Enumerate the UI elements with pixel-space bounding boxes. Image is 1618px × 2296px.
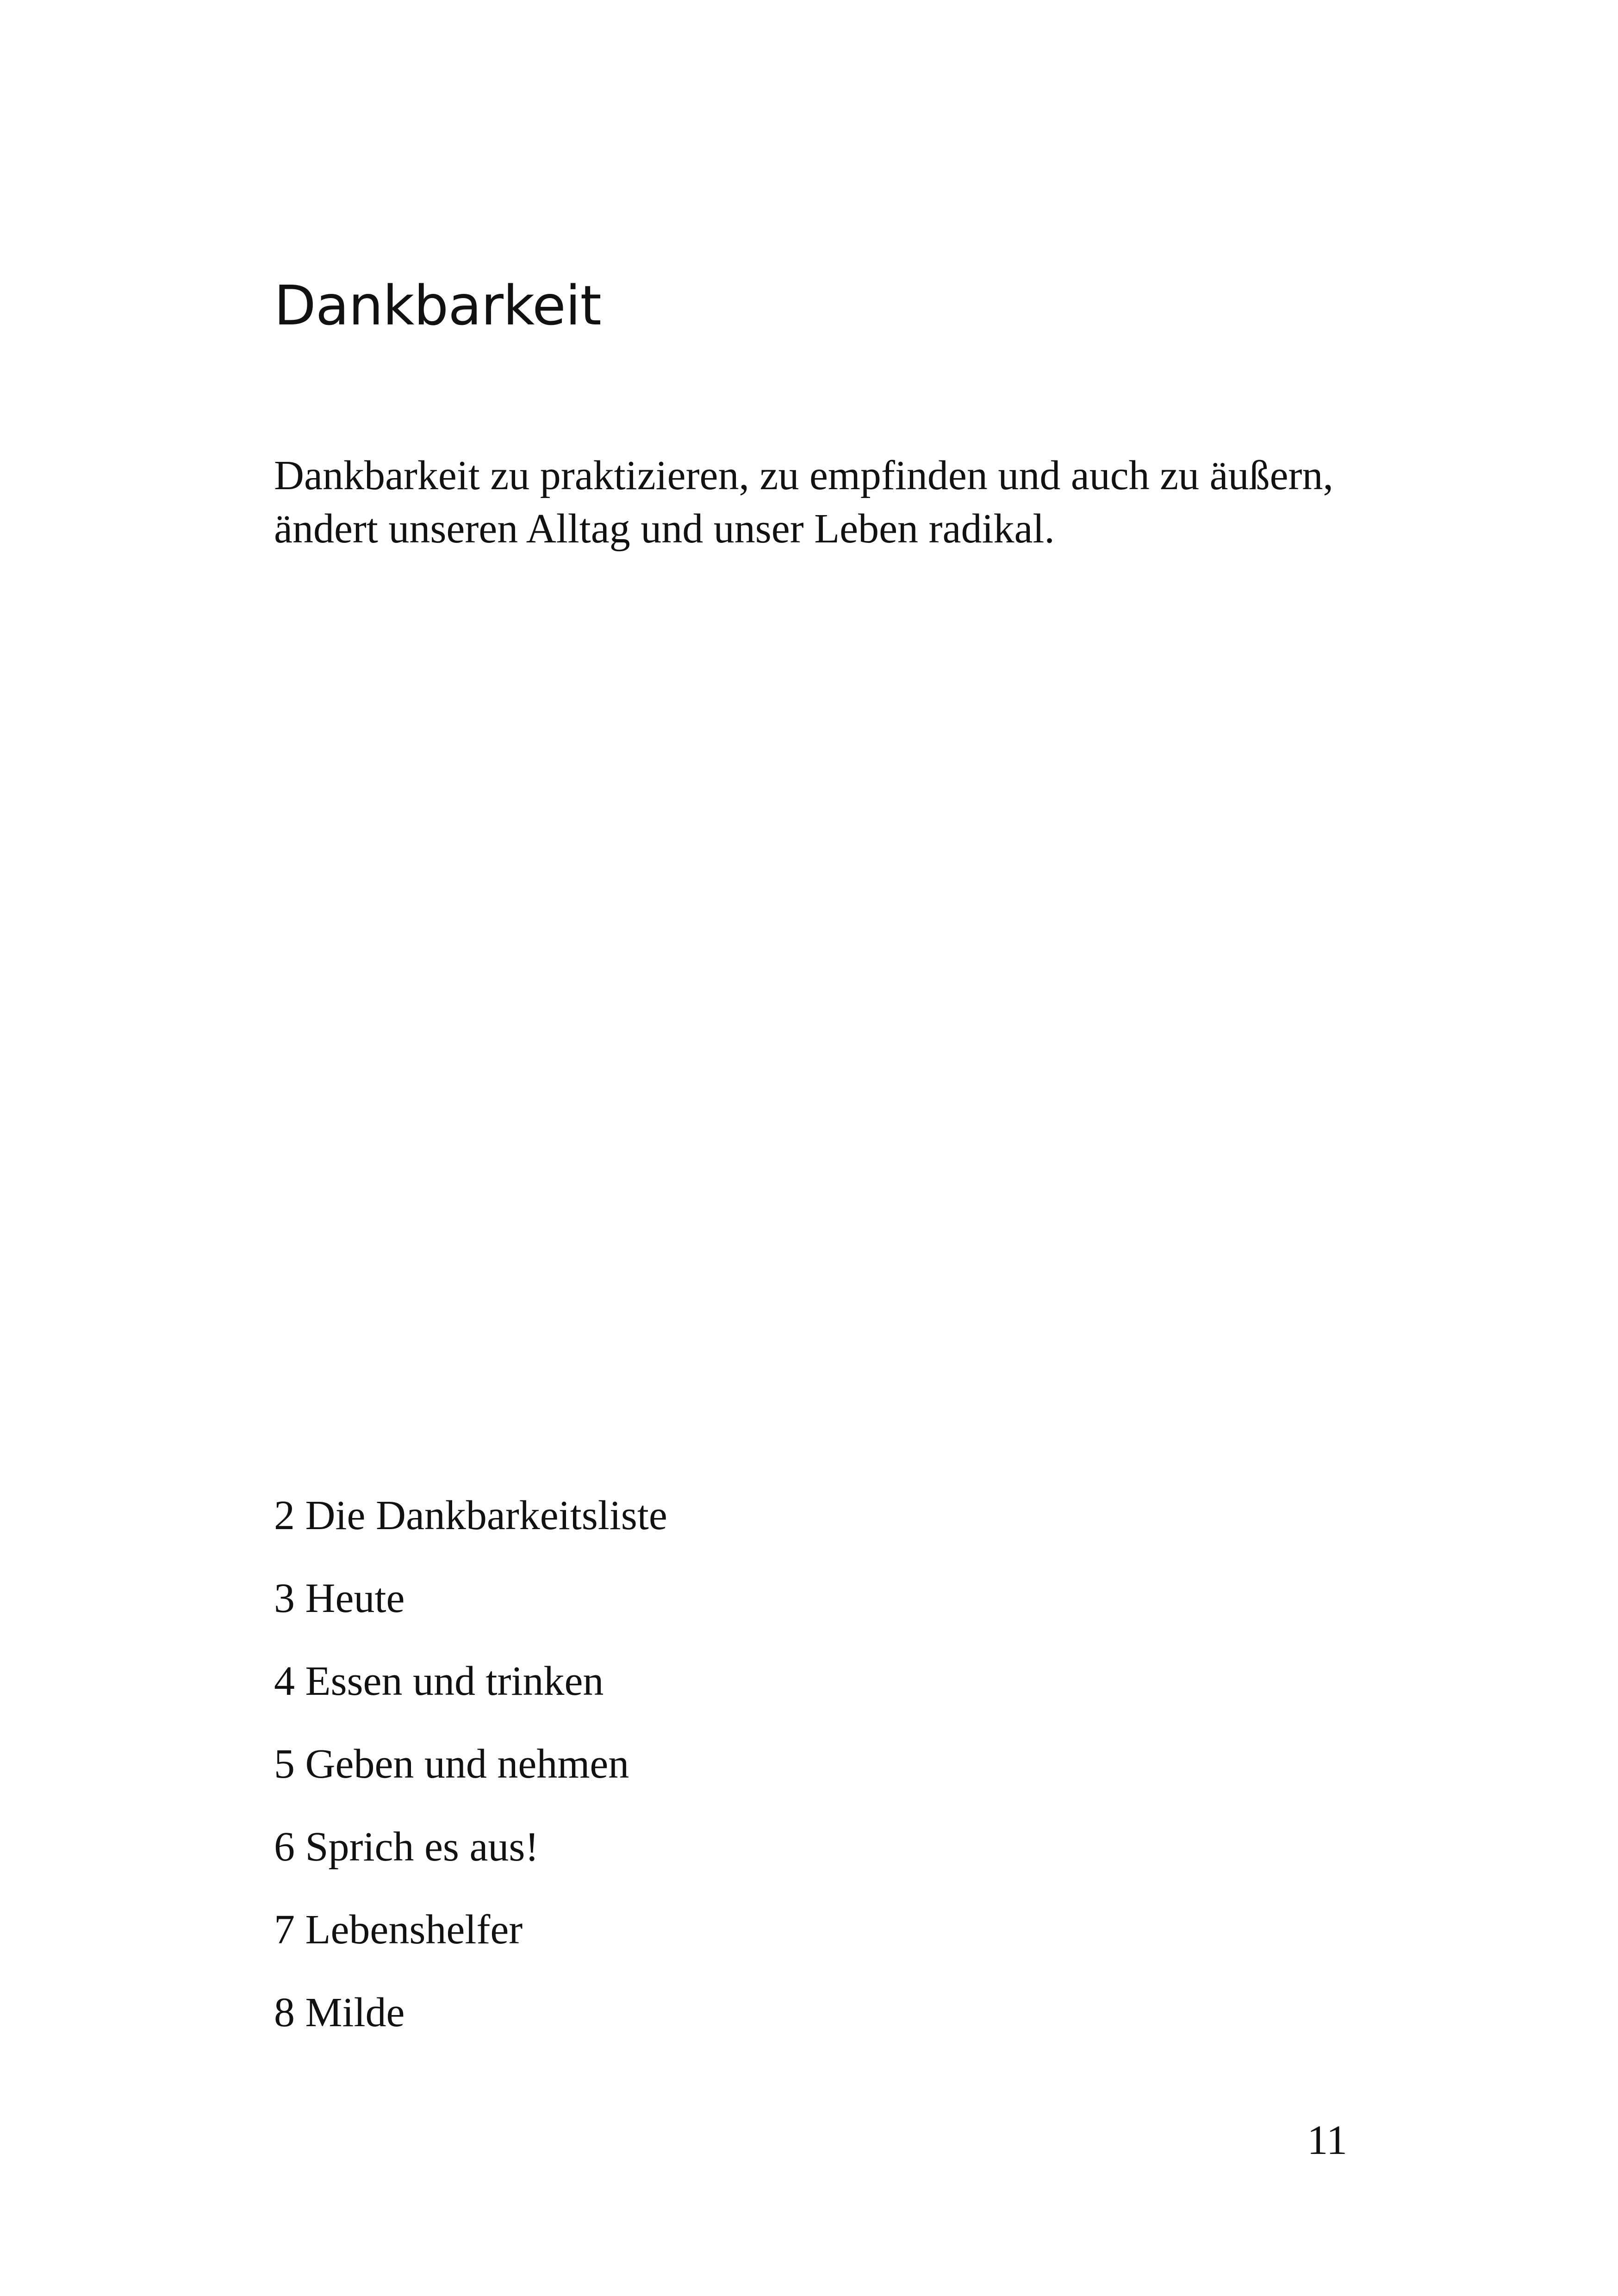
section-item: 3 Heute (274, 1575, 405, 1621)
section-item: 7 Lebenshelfer (274, 1907, 523, 1953)
intro-line: ändert unseren Alltag und unser Leben radikal. (274, 506, 1055, 552)
section-item: 2 Die Dankbarkeitsliste (274, 1493, 667, 1538)
section-item: 8 Milde (274, 1990, 405, 2035)
section-item: 5 Geben und nehmen (274, 1741, 629, 1787)
section-item: 6 Sprich es aus! (274, 1824, 539, 1870)
section-item: 4 Essen und trinken (274, 1658, 604, 1704)
chapter-title: Dankbarkeit (274, 274, 601, 337)
page-number: 11 (1307, 2117, 1347, 2163)
section-list (274, 1488, 667, 2068)
chapter-intro (274, 449, 1352, 555)
intro-line: Dankbarkeit zu praktizieren, zu empfinden und auch zu äußern, (274, 453, 1334, 498)
